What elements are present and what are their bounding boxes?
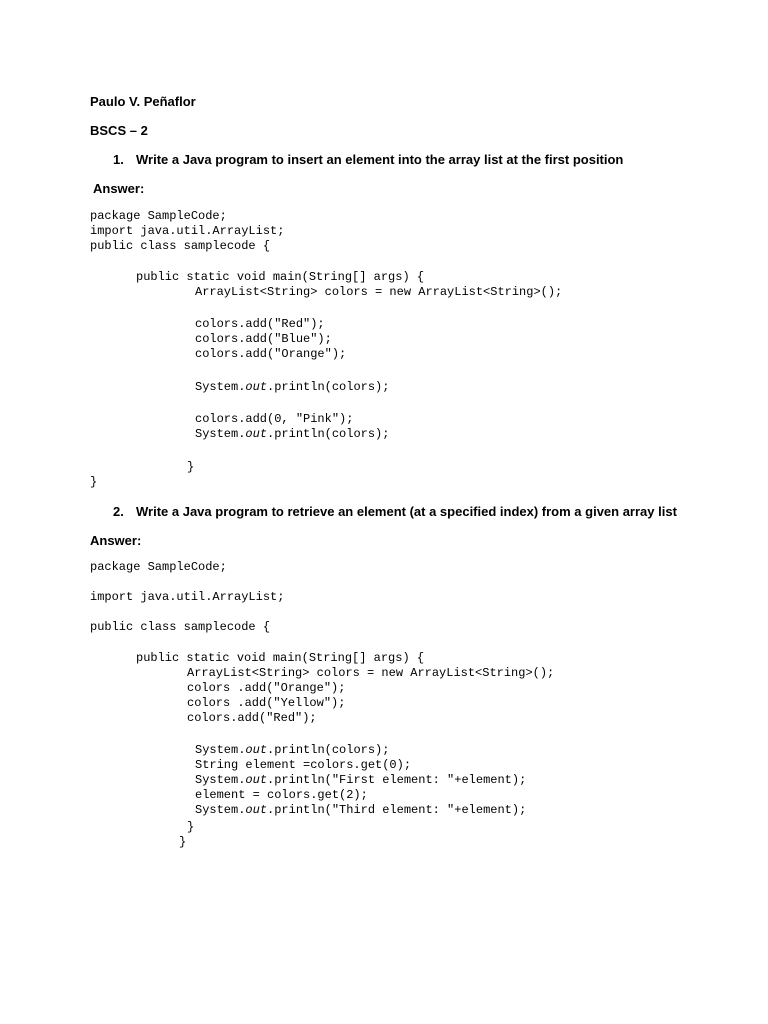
code-line: System.out.println("First element: "+element); <box>195 773 527 787</box>
code-line: System.out.println(colors); <box>195 380 390 394</box>
code-line: package SampleCode; <box>90 209 227 223</box>
code-line: element = colors.get(2); <box>195 788 368 802</box>
code-line: public static void main(String[] args) { <box>136 270 425 284</box>
author-name: Paulo V. Peñaflor <box>90 94 196 109</box>
code-line: ArrayList<String> colors = new ArrayList<String>(); <box>187 666 555 680</box>
question-2-text: Write a Java program to retrieve an element (at a specified index) from a given array list <box>136 504 677 519</box>
code-line: } <box>90 475 98 489</box>
code-line: System.out.println("Third element: "+element); <box>195 803 527 817</box>
code-line: } <box>187 820 195 834</box>
code-line: colors.add("Red"); <box>187 711 317 725</box>
code-line: System.out.println(colors); <box>195 427 390 441</box>
code-line: colors.add("Orange"); <box>195 347 347 361</box>
code-line: colors .add("Orange"); <box>187 681 346 695</box>
section-label: BSCS – 2 <box>90 123 148 138</box>
question-2-answer-label: Answer: <box>90 533 142 548</box>
question-1-answer-label: Answer: <box>93 181 145 196</box>
question-2-number: 2. <box>113 504 124 519</box>
code-line: colors .add("Yellow"); <box>187 696 346 710</box>
code-line: ArrayList<String> colors = new ArrayList<String>(); <box>195 285 563 299</box>
code-line: String element =colors.get(0); <box>195 758 412 772</box>
question-1-text: Write a Java program to insert an element into the array list at the first position <box>136 152 624 167</box>
code-line: colors.add(0, "Pink"); <box>195 412 354 426</box>
code-line: import java.util.ArrayList; <box>90 224 285 238</box>
code-line: colors.add("Blue"); <box>195 332 332 346</box>
code-line: public static void main(String[] args) { <box>136 651 425 665</box>
code-line: package SampleCode; <box>90 560 227 574</box>
question-1-number: 1. <box>113 152 124 167</box>
code-line: public class samplecode { <box>90 239 271 253</box>
code-line: System.out.println(colors); <box>195 743 390 757</box>
code-line: public class samplecode { <box>90 620 271 634</box>
code-line: colors.add("Red"); <box>195 317 325 331</box>
code-line: } <box>179 835 187 849</box>
code-line: import java.util.ArrayList; <box>90 590 285 604</box>
code-line: } <box>187 460 195 474</box>
